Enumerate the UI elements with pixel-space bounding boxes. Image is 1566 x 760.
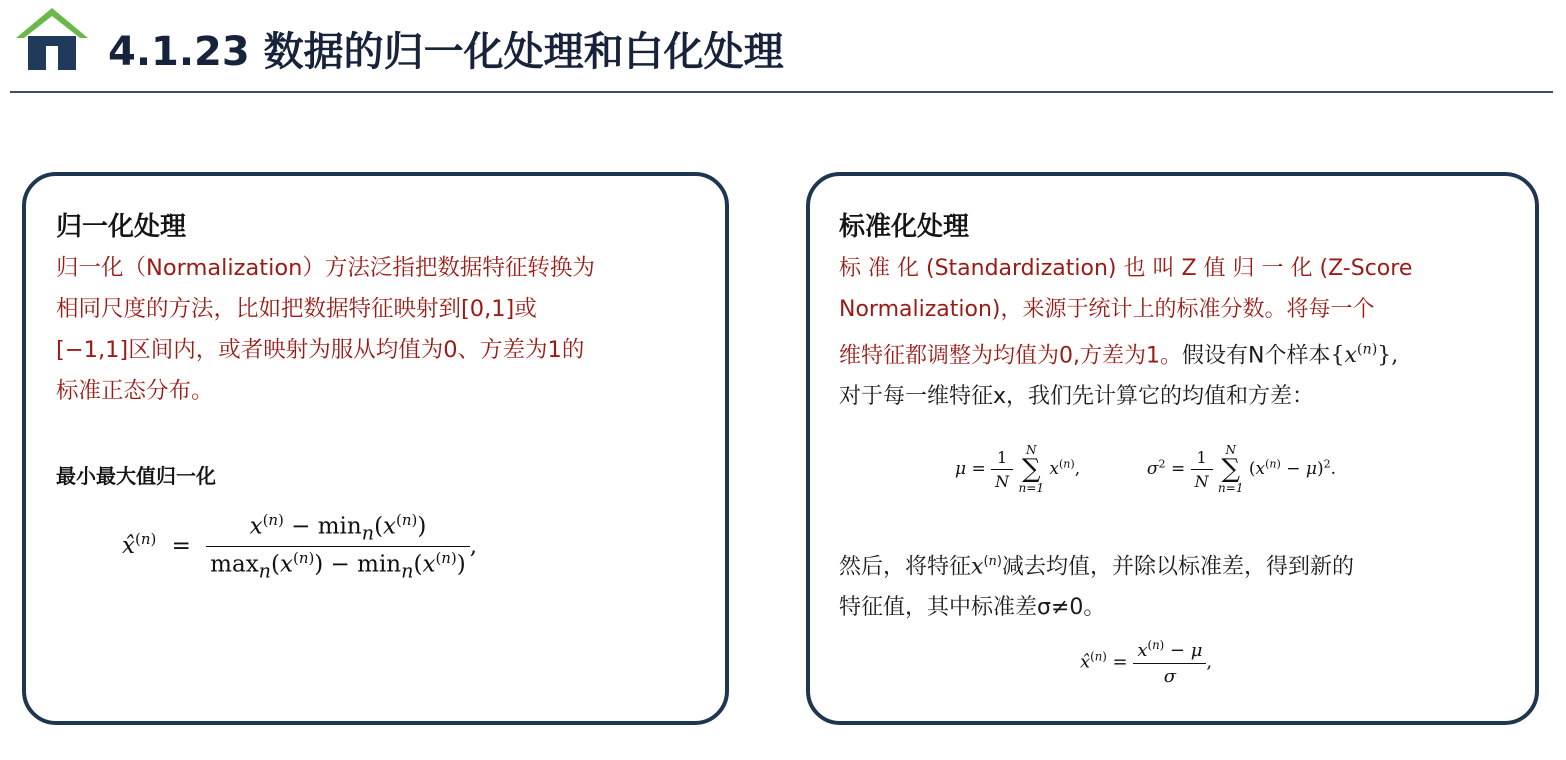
mean-formula: μ = $\frac{1}{N}$ N ∑ n=1 $x^{(n)}$, [955,443,1086,495]
panel-heading: 标准化处理 [839,212,970,242]
definition-line: 维特征都调整为均值为0,方差为1。假设有N个样本$\{x^{(n)}\}$, [839,342,1399,369]
normalization-panel [22,172,729,725]
definition-line: 对于每一维特征x，我们先计算它的均值和方差： [839,384,1315,410]
panel-heading: 归一化处理 [56,212,187,242]
step-line: 特征值，其中标准差σ≠0。 [839,595,1106,621]
definition-line: 标 准 化 (Standardization) 也 叫 Z 值 归 一 化 (Z-Score [839,256,1413,281]
definition-line: 标准正态分布。 [56,378,214,404]
definition-line: 归一化（Normalization）方法泛指把数据特征转换为 [56,255,595,281]
standardization-definition [839,248,1412,417]
subheading-min-max: 最小最大值归一化 [56,464,216,488]
standardization-panel [806,172,1539,725]
standardization-step [839,541,1354,628]
mean-variance-formulas [955,444,1336,494]
standardize-formula: x̂$^{(n)}$ = $\frac{x^{(n)} - \mu}{\sigma}$ , [1080,638,1213,687]
min-max-formula: x̂$^{(n)}$ = $\frac{x^{(n)} - \min_n(x^{(n)})}{\max_n(x^{(n)}) - \min_n(x^{(n)})}$ , [122,511,478,583]
header-divider [10,91,1553,93]
step-line: 然后，将特征$x^{(n)}$减去均值，并除以标准差，得到新的 [839,554,1354,580]
definition-line: 相同尺度的方法，比如把数据特征映射到[0,1]或 [56,296,537,322]
definition-line: Normalization)，来源于统计上的标准分数。将每一个 [839,297,1375,322]
variance-formula: $\sigma^2$ = $\frac{1}{N}$ N ∑ n=1 $(x^{(n)} - \mu)^2$. [1146,443,1337,495]
page-title: 4.1.23 数据的归一化处理和白化处理 [108,29,784,75]
normalization-definition [56,248,595,412]
house-logo-icon [14,6,90,70]
definition-line: [−1,1]区间内，或者映射为服从均值为0、方差为1的 [56,337,585,363]
